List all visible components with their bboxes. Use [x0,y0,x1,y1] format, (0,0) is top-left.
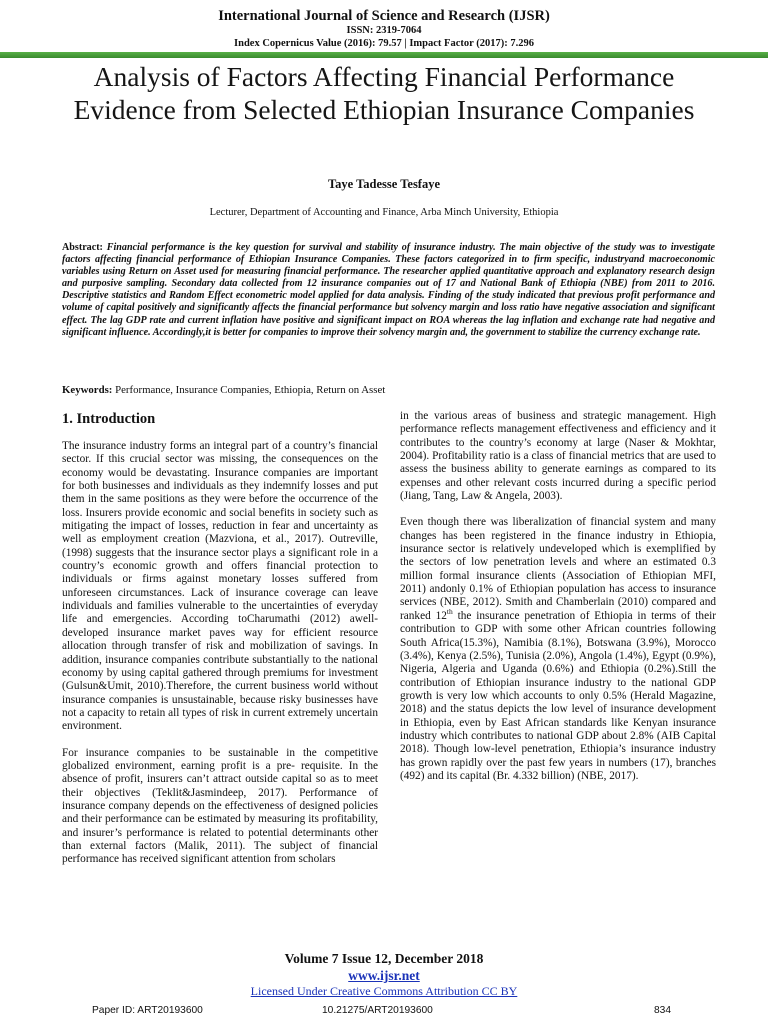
page-number: 834 [654,1005,671,1016]
paper-author: Taye Tadesse Tesfaye [327,177,441,191]
journal-index-line: Index Copernicus Value (2016): 79.57 | Impact Factor (2017): 7.296 [234,37,534,49]
section-heading-introduction: 1. Introduction [62,411,156,427]
paper-title: Analysis of Factors Affecting Financial Performance Evidence from Selected Ethiopian Insurance Companies [73,61,695,125]
author-affiliation: Lecturer, Department of Accounting and Finance, Arba Minch University, Ethiopia [209,207,559,218]
abstract-label: Abstract: [62,242,103,253]
right-paragraph-2-part-b: the insurance penetration of Ethiopia in terms of their contribution to GDP with some other African countries following South Africa(15.3%), Namibia (8.1%), Botswana (3.9%), Morocco (3.4%), Kenya (2.5%), Tunisia (2.0%), Angola (1.4%), Egypt (0.9%), Nigeria, Algeria and Uganda (0.6%) and Ethiopia (0.2%).Still the contribution of Ethiopian insurance industry to the national GDP growth is very low which accounts to only 0.5% (Herald Magazine, 2018) and the status depicts the low level of insurance development in Ethiopia, even by East African standards like Kenyan insurance industry which contributes to national GDP about 2.8% (AIB Capital 2018). Though low-level penetration, Ethiopia’s insurance industry has grown rapidly over the past few years in numbers (17), branches (492) and its capital (Br. 4.332 billion) (NBE, 2017). [400,609,716,782]
footer-journal-link[interactable]: www.ijsr.net [348,968,420,983]
left-paragraph-1: The insurance industry forms an integral part of a country’s financial sector. If this crucial sector was missing, the consequences on the economy would be devastating. Insurance companies are important for both businesses and individuals as they indemnify losses and put them in the same positions as they were before the occurrence of the loss. Insurers provide economic and social benefits in society such as mitigating the impact of losses, reduction in fear and uncertainty as well as employment creation (Mazviona, et al., 2017). Outreville, (1998) suggests that the insurance sector plays a significant role in a country’s economic growth and offers financial protection to individuals or firms against monetary losses suffered from unforeseen circumstances. Lack of insurance coverage can leave individuals and families vulnerable to the uncertainties of everyday life and emergencies. According toCharumathi (2012) awell-developed insurance market paves way for efficient resource allocation through transfer of risk and mobilization of savings. In addition, insurance companies contribute substantially to the national economy by using capital gathered through premiums for investment (Gulsun&Umit, 2010).Therefore, the current business world without insurance companies is unsustainable, because risky businesses have not a capacity to retain all types of risk in current extremely uncertain environment. [62,440,378,733]
right-column [400,410,716,783]
keywords-text: Performance, Insurance Companies, Ethiopia, Return on Asset [115,384,386,396]
header-divider-bar [0,52,768,58]
paper-id: Paper ID: ART20193600 [92,1005,203,1016]
keywords-label: Keywords: [62,384,113,396]
doi: 10.21275/ART20193600 [322,1005,433,1016]
journal-name: International Journal of Science and Research (IJSR) [218,8,550,24]
right-paragraph-2 [400,516,716,783]
left-paragraph-2: For insurance companies to be sustainable in the competitive globalized environment, earning profit is a pre- requisite. In the absence of profit, insurers can’t attract outside capital so as to meet their objectives (Teklit&Jasmindeep, 2017). Performance of insurance company depends on the effectiveness of designed policies and their performance can be estimated by measuring its profitability, and insurer’s performance is related to potential determinants other than external factors (Malik, 2011). The subject of financial performance has received significant attention from scholars [62,746,378,866]
ordinal-superscript: th [446,607,453,617]
abstract [62,242,715,339]
right-paragraph-2-part-a: Even though there was liberalization of financial system and many changes has been registered in the finance industry in Ethiopia, insurance sector is relatively undeveloped which is exemplified by the sectors of low penetration levels and where an estimated 0.3 million formal insurance clients (Association of Ethiopian MFI, 2011) andonly 0.1% of Ethiopian population has access to insurance services (NBE, 2012). Smith and Chamberlain (2010) compared and ranked 12 [400,516,716,622]
abstract-text: Financial performance is the key question for survival and stability of insurance industry. The main objective of the study was to investigate factors affecting financial performance of Ethiopian Insurance Companies. These factors categorized in to firm specific, industryand macroeconomic variables using Return on Asset used for measuring financial performance. The researcher applied quantitative approach and explanatory research design and purposive sampling. Secondary data collected from 12 insurance companies out of 17 and National Bank of Ethiopia (NBE) from 2011 to 2016. Descriptive statistics and Random Effect econometric model applied for data analysis. Finding of the study indicated that previous profit performance and volume of capital positively and significantly affects the financial performance but solvency margin and loss ratio have negative association and significant effect. The lag GDP rate and current inflation have positive and significant impact on ROA whereas the lag inflation and exchange rate had negative and significant influence. Accordingly,it is better for companies to improve their solvency margin and, the government to stabilize the currency exchange rate. [62,242,716,338]
keywords [62,384,385,396]
footer-license-link[interactable]: Licensed Under Creative Commons Attribution CC BY [250,984,518,998]
right-paragraph-1: in the various areas of business and strategic management. High performance reflects management effectiveness and efficiency and it contributes to the country’s economy at large (Naser & Mokhtar, 2004). Profitability ratio is a class of financial metrics that are used to assess the business ability to generate earnings as compared to its expenses and other relevant costs incurred during a specific period (Jiang, Tang, Law & Angela, 2003). [400,410,716,503]
page-footer [0,950,768,999]
journal-issn: ISSN: 2319-7064 [346,25,422,36]
journal-header [0,8,768,50]
footer-volume: Volume 7 Issue 12, December 2018 [284,951,484,966]
left-column [62,409,378,867]
